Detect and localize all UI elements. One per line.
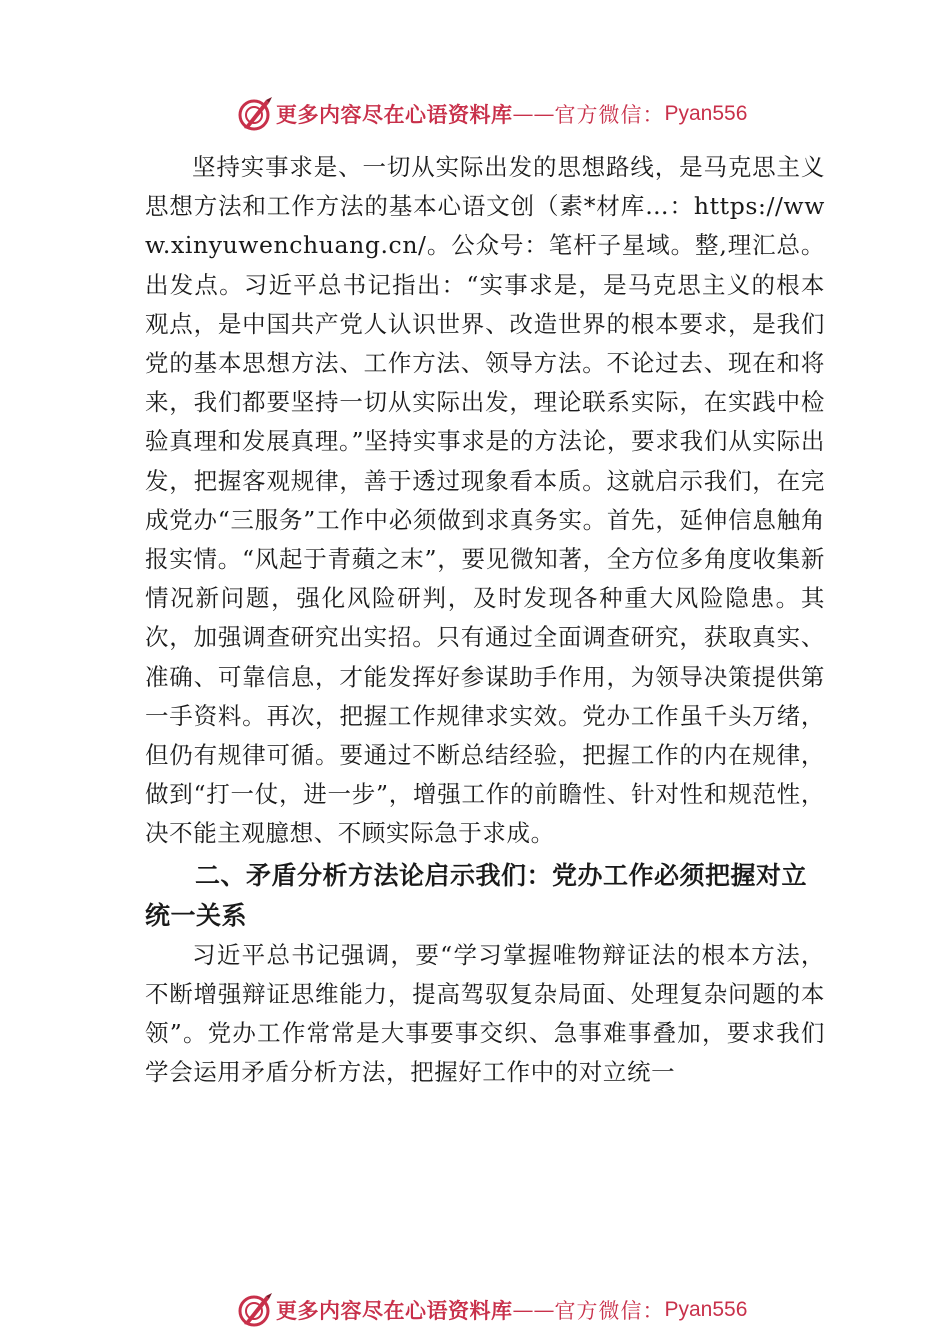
header-watermark bbox=[236, 96, 747, 132]
banner-separator: —— bbox=[512, 102, 555, 126]
banner-separator: —— bbox=[512, 1298, 555, 1322]
paragraph-2: 习近平总书记强调，要“学习掌握唯物辩证法的根本方法，不断增强辩证思维能力，提高驾驭复杂局面、处理复杂问题的本领”。党办工作常常是大事要事交织、急事难事叠加，要求我们学会运用矛盾分析方法，把握好工作中的对立统一 bbox=[145, 940, 825, 1087]
quill-logo-icon bbox=[236, 96, 274, 132]
document-body bbox=[145, 148, 825, 1092]
section-heading-2: 二、矛盾分析方法论启示我们：党办工作必须把握对立统一关系 bbox=[145, 860, 808, 930]
banner-wechat-label: 官方微信： bbox=[554, 1299, 665, 1323]
footer-watermark bbox=[236, 1292, 747, 1328]
banner-wechat-label: 官方微信： bbox=[554, 103, 665, 127]
banner-wechat-id: Pyan556 bbox=[664, 102, 748, 125]
banner-main-text: 更多内容尽在心语资料库 bbox=[276, 102, 513, 127]
banner-main-text: 更多内容尽在心语资料库 bbox=[276, 1298, 513, 1323]
banner-wechat-id: Pyan556 bbox=[664, 1298, 748, 1321]
paragraph-1: 坚持实事求是、一切从实际出发的思想路线，是马克思主义思想方法和工作方法的基本心语文创（素*材库…：https://www.xinyuwenchuang.cn/。公众号：笔杆子星域。整,理汇总。出发点。习近平总书记指出：“实事求是，是马克思主义的根本观点，是中国共产党人认识世界、改造世界的根本要求，是我们党的基本思想方法、工作方法、领导方法。不论过去、现在和将来，我们都要坚持一切从实际出发，理论联系实际，在实践中检验真理和发展真理。”坚持实事求是的方法论，要求我们从实际出发，把握客观规律，善于透过现象看本质。这就启示我们，在完成党办“三服务”工作中必须做到求真务实。首先，延伸信息触角报实情。“风起于青蘋之末”，要见微知著，全方位多角度收集新情况新问题，强化风险研判，及时发现各种重大风险隐患。其次，加强调查研究出实招。只有通过全面调查研究，获取真实、准确、可靠信息，才能发挥好参谋助手作用，为领导决策提供第一手资料。再次，把握工作规律求实效。党办工作虽千头万绪，但仍有规律可循。要通过不断总结经验，把握工作的内在规律，做到“打一仗，进一步”，增强工作的前瞻性、针对性和规范性，决不能主观臆想、不顾实际急于求成。 bbox=[145, 153, 825, 848]
quill-logo-icon bbox=[236, 1292, 274, 1328]
